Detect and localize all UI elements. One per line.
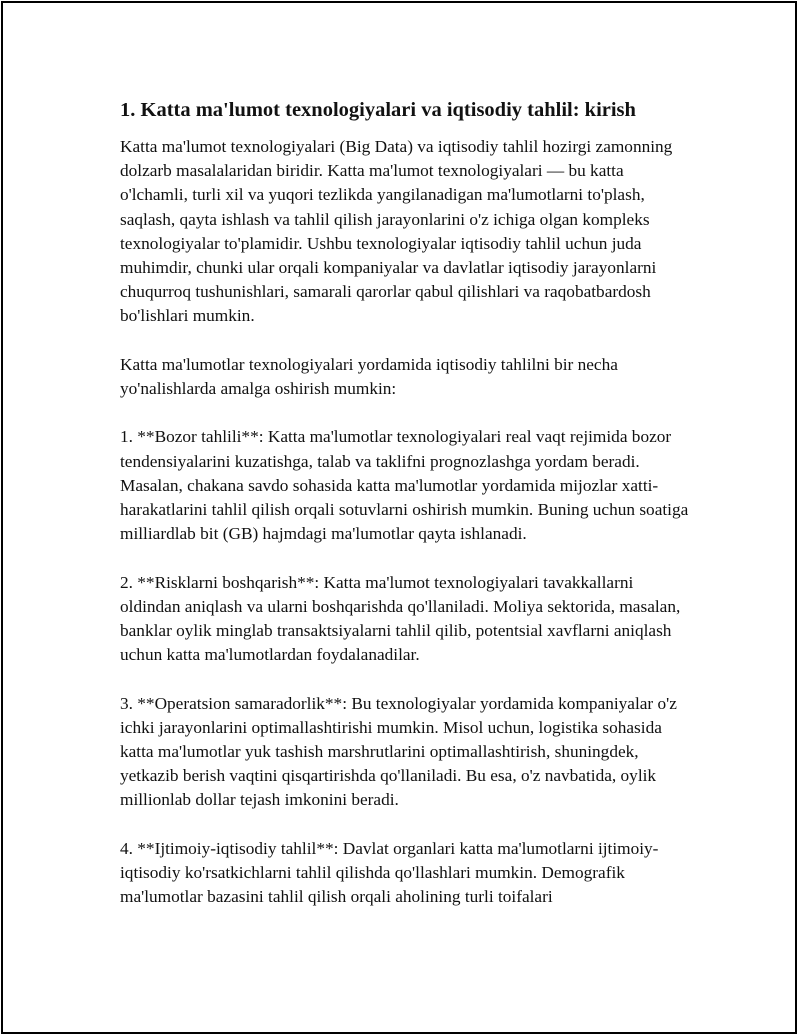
list-item-risk-management: 2. **Risklarni boshqarish**: Katta ma'lumot texnologiyalari tavakkallarni oldindan aniqlash va ularni boshqarishda qo'llaniladi. Moliya sektorida, masalan, banklar oylik minglab transaktsiyalarni tahlil qilib, potentsial xavflarni aniqlash uchun katta ma'lumotlardan foydalanadilar. bbox=[120, 572, 681, 665]
document-body bbox=[120, 97, 692, 909]
list-item-operational-efficiency: 3. **Operatsion samaradorlik**: Bu texnologiyalar yordamida kompaniyalar o'z ichki jarayonlarini optimallashtirishi mumkin. Misol uchun, logistika sohasida katta ma'lumotlar yuk tashish marshrutlarini optimallashtirish, shuningdek, yetkazib berish vaqtini qisqartirishda qo'llaniladi. Bu esa, o'z navbatida, oylik millionlab dollar tejash imkonini beradi. bbox=[120, 693, 677, 810]
page-frame bbox=[1, 1, 797, 1034]
intro-paragraph: Katta ma'lumot texnologiyalari (Big Data) va iqtisodiy tahlil hozirgi zamonning dolzarb masalalaridan biridir. Katta ma'lumot texnologiyalari — bu katta o'lchamli, turli xil va yuqori tezlikda yangilanadigan ma'lumotlarni to'plash, saqlash, qayta ishlash va tahlil qilish jarayonlarini o'z ichiga olgan kompleks texnologiyalar to'plamidir. Ushbu texnologiyalar iqtisodiy tahlil uchun juda muhimdir, chunki ular orqali kompaniyalar va davlatlar iqtisodiy jarayonlarni chuqurroq tushunishlari, samarali qarorlar qabul qilishlari va raqobatbardosh bo'lishlari mumkin. bbox=[120, 137, 673, 326]
list-item-socio-economic-analysis: 4. **Ijtimoiy-iqtisodiy tahlil**: Davlat organlari katta ma'lumotlarni ijtimoiy-iqtisodiy ko'rsatkichlarni tahlil qilishda qo'llashlari mumkin. Demografik ma'lumotlar bazasini tahlil qilish orqali aholining turli toifalari bbox=[120, 838, 659, 907]
list-item-market-analysis: 1. **Bozor tahlili**: Katta ma'lumotlar texnologiyalari real vaqt rejimida bozor tendensiyalarini kuzatishga, talab va taklifni prognozlashga yordam beradi. Masalan, chakana savdo sohasida katta ma'lumotlar yordamida mijozlar xatti-harakatlarini tahlil qilish orqali sotuvlarni oshirish mumkin. Buning uchun soatiga milliardlab bit (GB) hajmdagi ma'lumotlar qayta ishlanadi. bbox=[120, 427, 689, 544]
section-heading: 1. Katta ma'lumot texnologiyalari va iqtisodiy tahlil: kirish bbox=[120, 99, 636, 121]
directions-intro-paragraph: Katta ma'lumotlar texnologiyalari yordamida iqtisodiy tahlilni bir necha yo'nalishlarda amalga oshirish mumkin: bbox=[120, 354, 618, 399]
